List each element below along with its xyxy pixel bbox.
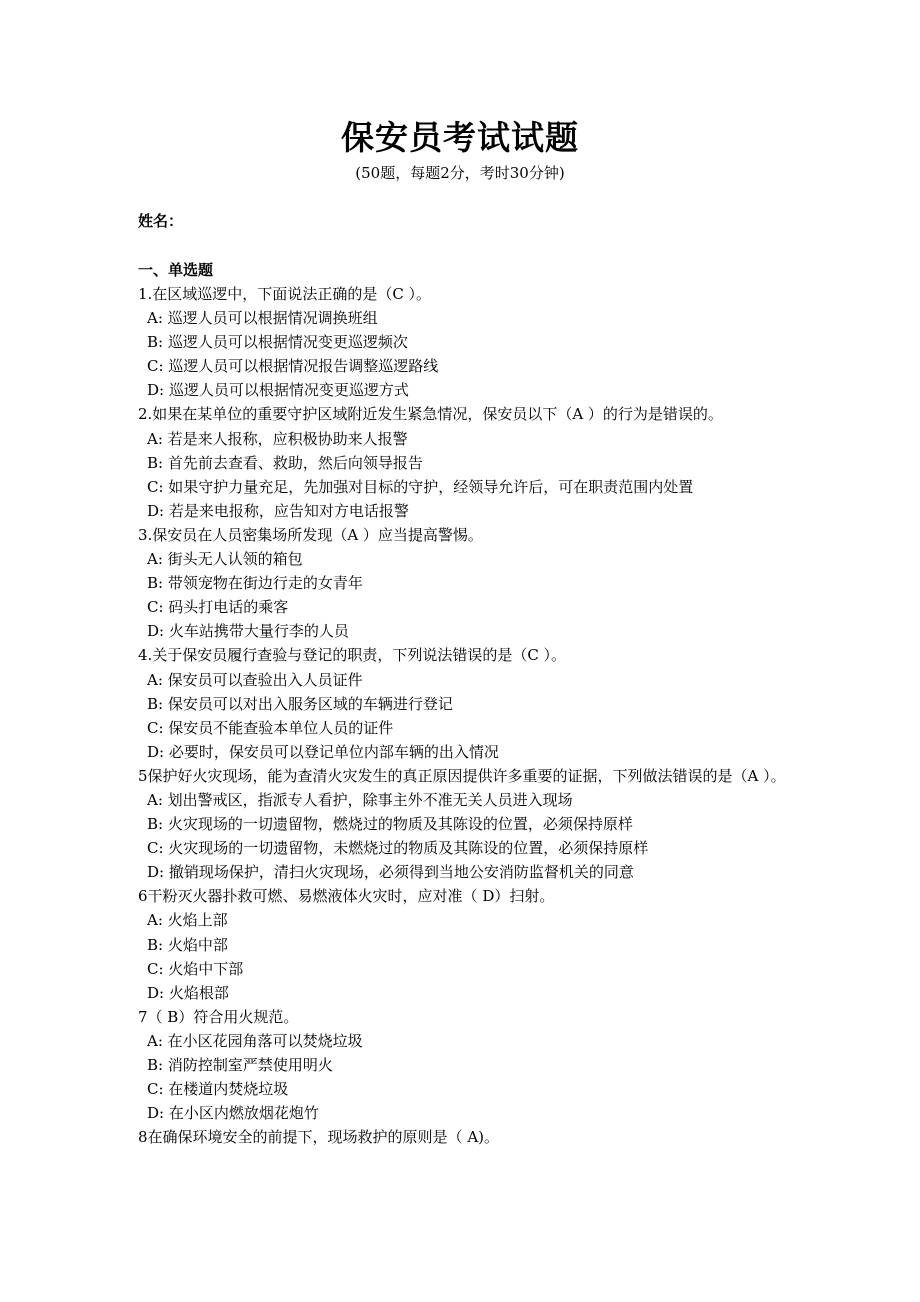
- option-c: C: 在楼道内焚烧垃圾: [147, 1080, 289, 1099]
- question-item: [138, 1005, 798, 1125]
- name-label: 姓名：: [138, 212, 184, 230]
- question-item: [138, 523, 798, 643]
- option-b: B: 火焰中部: [147, 935, 228, 954]
- option-c: C: 巡逻人员可以根据情况报告调整巡逻路线: [147, 357, 439, 376]
- question-text: 8在确保环境安全的前提下，现场救护的原则是（ A)。: [138, 1128, 499, 1147]
- question-item: [138, 884, 798, 1004]
- option-c: C: 火灾现场的一切遗留物，未燃烧过的物质及其陈设的位置，必须保持原样: [147, 839, 649, 858]
- option-b: B: 巡逻人员可以根据情况变更巡逻频次: [147, 333, 408, 352]
- option-d: D: 必要时，保安员可以登记单位内部车辆的出入情况: [147, 742, 499, 761]
- option-d: D: 若是来电报称，应告知对方电话报警: [147, 501, 409, 520]
- option-a: A: 火焰上部: [147, 911, 228, 930]
- option-a: A: 划出警戒区，指派专人看护，除事主外不准无关人员进入现场: [147, 790, 573, 809]
- question-item: [138, 282, 798, 402]
- option-d: D: 火车站携带大量行李的人员: [147, 622, 349, 641]
- section-heading: 一、单选题: [138, 261, 214, 279]
- option-a: A: 保安员可以查验出入人员证件: [147, 670, 363, 689]
- page-title: 保安员考试试题: [341, 118, 579, 157]
- option-a: A: 街头无人认领的箱包: [147, 550, 303, 569]
- option-b: B: 首先前去查看、救助，然后向领导报告: [147, 453, 423, 472]
- option-d: D: 巡逻人员可以根据情况变更巡逻方式: [147, 381, 409, 400]
- option-a: A: 在小区花园角落可以焚烧垃圾: [147, 1031, 363, 1050]
- option-b: B: 火灾现场的一切遗留物，燃烧过的物质及其陈设的位置，必须保持原样: [147, 815, 633, 834]
- question-text: 5保护好火灾现场，能为查清火灾发生的真正原因提供许多重要的证据，下列做法错误的是（A ）。: [138, 766, 786, 785]
- option-d: D: 在小区内燃放烟花炮竹: [147, 1104, 319, 1123]
- question-item: [138, 764, 798, 884]
- question-text: 7（ B）符合用火规范。: [138, 1007, 299, 1026]
- option-b: B: 消防控制室严禁使用明火: [147, 1056, 333, 1074]
- option-a: A: 巡逻人员可以根据情况调换班组: [147, 309, 378, 328]
- option-d: D: 火焰根部: [147, 983, 229, 1002]
- option-c: C: 如果守护力量充足，先加强对目标的守护，经领导允许后，可在职责范围内处置: [147, 477, 694, 496]
- option-b: B: 带领宠物在街边行走的女青年: [147, 574, 363, 593]
- page-subtitle: (50题，每题2分，考时30分钟): [355, 164, 565, 182]
- option-b: B: 保安员可以对出入服务区域的车辆进行登记: [147, 694, 453, 713]
- option-d: D: 撤销现场保护，清扫火灾现场，必须得到当地公安消防监督机关的同意: [147, 863, 634, 882]
- question-text: 1.在区域巡逻中，下面说法正确的是（C ）。: [138, 285, 432, 303]
- option-c: C: 火焰中下部: [147, 959, 244, 978]
- option-c: C: 保安员不能查验本单位人员的证件: [147, 718, 394, 737]
- question-item: [138, 1125, 798, 1149]
- question-text: 3.保安员在人员密集场所发现（A ）应当提高警惕。: [138, 525, 483, 544]
- question-text: 6干粉灭火器扑救可燃、易燃液体火灾时，应对准（ D）扫射。: [138, 887, 555, 906]
- option-a: A: 若是来人报称，应积极协助来人报警: [147, 429, 408, 448]
- question-item: [138, 402, 798, 522]
- question-text: 2.如果在某单位的重要守护区域附近发生紧急情况，保安员以下（A ）的行为是错误的。: [138, 405, 723, 424]
- question-text: 4.关于保安员履行查验与登记的职责，下列说法错误的是（C ）。: [138, 646, 567, 665]
- question-item: [138, 643, 798, 763]
- question-list: [138, 282, 798, 1149]
- option-c: C: 码头打电话的乘客: [147, 598, 289, 617]
